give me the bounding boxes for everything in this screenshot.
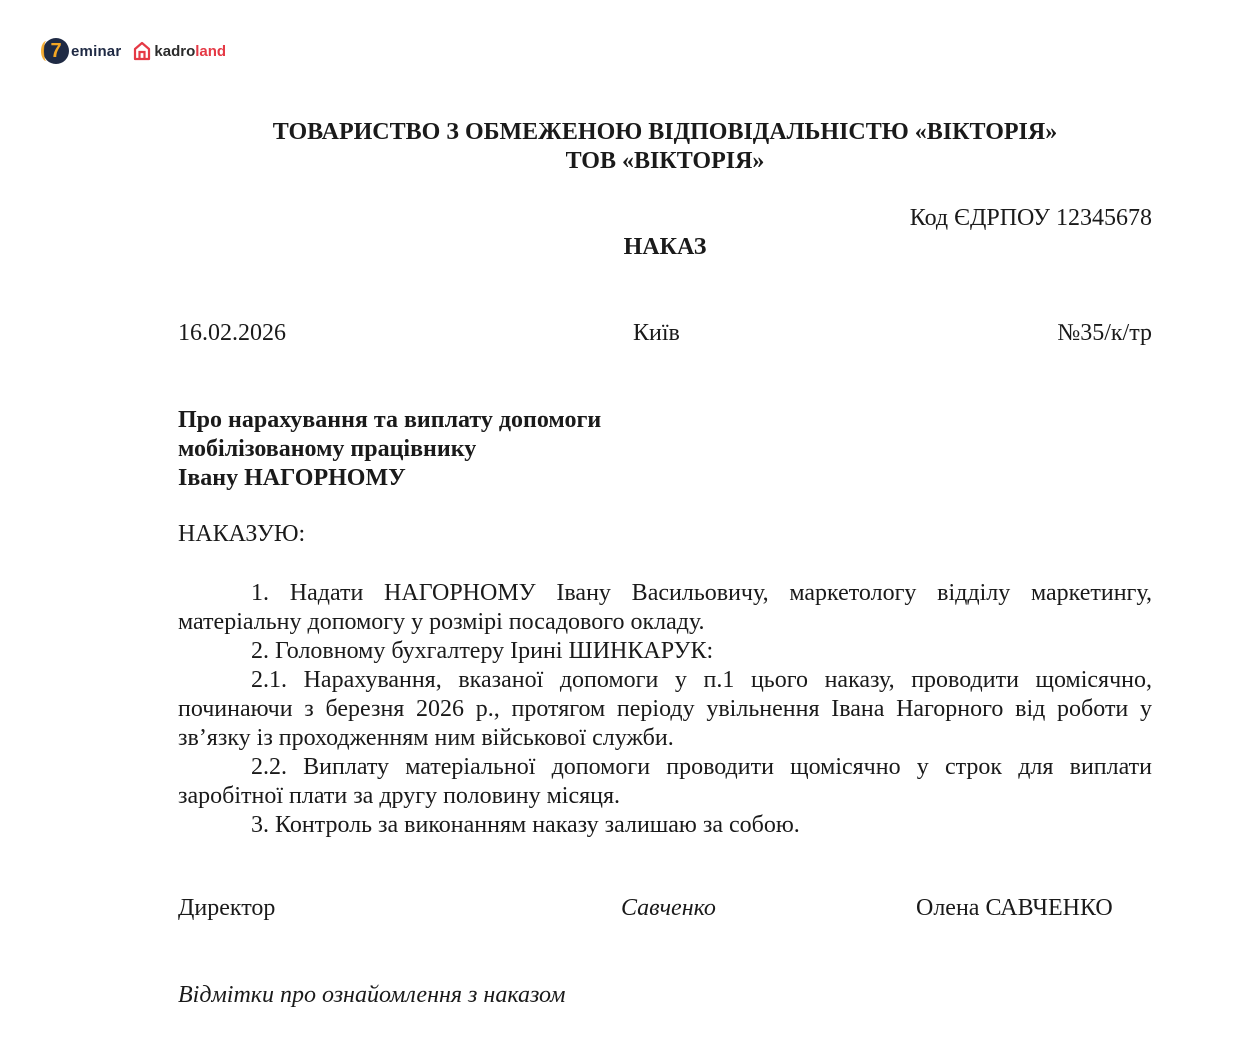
house-icon: [133, 41, 151, 61]
order-item-2: 2. Головному бухгалтеру Ірині ШИНКАРУК:: [251, 638, 714, 664]
seminar-badge-icon: [43, 38, 69, 64]
order-item-2-2: 2.2. Виплату матеріальної допомоги проводити щомісячно у строк для виплати заробітної плати за другу половину місяця.: [178, 754, 1152, 809]
document-title: НАКАЗ: [623, 234, 707, 260]
order-item-1: 1. Надати НАГОРНОМУ Івану Васильовичу, маркетологу відділу маркетингу, матеріальну допомогу у розмірі посадового окладу.: [178, 580, 1152, 635]
logos: [43, 38, 226, 64]
order-meta: [178, 320, 1152, 350]
order-body: [178, 579, 1152, 840]
seminar-digit: 7: [50, 40, 62, 62]
kadroland-logo: [133, 41, 226, 61]
seminar-logo-text: eminar: [71, 42, 122, 60]
order-city: Київ: [633, 320, 680, 346]
subject-line-1: Про нарахування та виплату допомоги: [178, 407, 602, 433]
order-item-2-1: 2.1. Нарахування, вказаної допомоги у п.1 цього наказу, проводити щомісячно, починаючи з березня 2026 р., протягом періоду увільнення Івана Нагорного від роботи у зв’язку із проходженням ним військової служби.: [178, 667, 1152, 751]
signature-block: [178, 895, 1152, 925]
signer-position: Директор: [178, 895, 276, 921]
acknowledgement-note: Відмітки про ознайомлення з наказом: [178, 982, 566, 1008]
company-header: [178, 118, 1152, 176]
order-number: №35/к/тр: [1057, 320, 1152, 346]
subject-line-3: Івану НАГОРНОМУ: [178, 465, 406, 491]
subject-line-2: мобілізованому працівнику: [178, 436, 477, 462]
edrpou-code: Код ЄДРПОУ 12345678: [909, 205, 1152, 231]
seminar-logo: [43, 38, 121, 64]
company-full-name: ТОВАРИСТВО З ОБМЕЖЕНОЮ ВІДПОВІДАЛЬНІСТЮ «ВІКТОРІЯ»: [272, 119, 1058, 145]
order-subject: [178, 406, 601, 493]
order-date: 16.02.2026: [178, 320, 286, 346]
order-directive: НАКАЗУЮ:: [178, 521, 306, 547]
order-item-3: 3. Контроль за виконанням наказу залишаю за собою.: [251, 812, 800, 838]
company-short-name: ТОВ «ВІКТОРІЯ»: [565, 148, 765, 174]
kadroland-logo-text: [154, 43, 226, 60]
kadroland-text-main: kadro: [154, 42, 196, 60]
signature: Савченко: [621, 895, 716, 921]
kadroland-text-accent: land: [195, 42, 227, 60]
signer-name: Олена САВЧЕНКО: [916, 895, 1113, 921]
